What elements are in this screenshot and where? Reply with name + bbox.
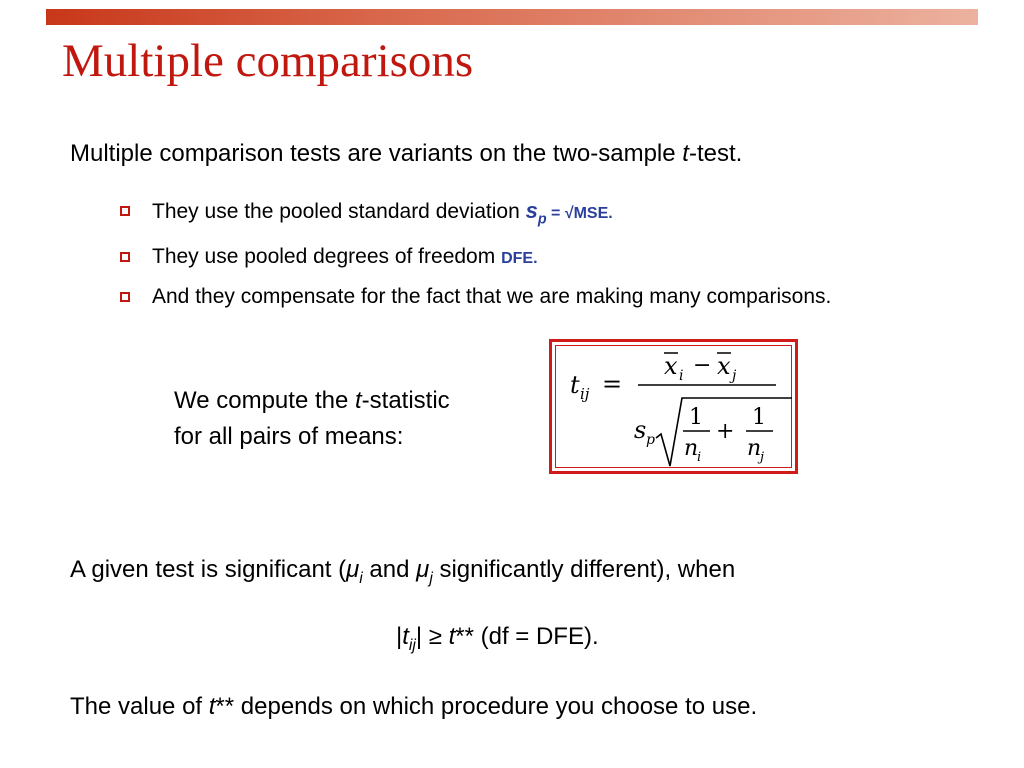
bullet-text: And they compensate for the fact that we are making many comparisons.: [152, 285, 832, 309]
formula-one-j: 1: [752, 405, 766, 430]
given-text-end: significantly different), when: [432, 556, 736, 583]
closing-text-end: ** depends on which procedure you choose to use.: [215, 693, 758, 720]
significance-condition: [396, 623, 599, 655]
lead-sentence: [70, 140, 742, 168]
formula-sub-p: p: [646, 432, 655, 448]
mse-term: MSE.: [573, 205, 613, 222]
formula-plus: +: [716, 419, 735, 444]
sp-s: s: [525, 198, 538, 223]
dfe-term: DFE.: [501, 250, 538, 268]
compute-statement: [174, 383, 450, 455]
mu-j-symbol: μ: [416, 556, 430, 583]
square-bullet-icon: [120, 206, 130, 216]
given-text: A given test is significant (: [70, 556, 347, 583]
square-bullet-icon: [120, 252, 130, 262]
formula-equals: =: [602, 370, 623, 398]
bullet-item-pooled-df: [118, 241, 838, 275]
t-statistic-formula: [549, 339, 798, 474]
compute-text: We compute the: [174, 387, 355, 414]
square-bullet-icon: [120, 292, 130, 302]
cond-t-symbol: t: [402, 623, 409, 650]
sp-symbol: [525, 198, 547, 228]
closing-t-symbol: t: [208, 693, 216, 720]
abs-close-geq: | ≥: [415, 623, 449, 650]
closing-text: The value of: [70, 693, 209, 720]
mu-sub-i: i: [359, 569, 363, 587]
lead-text-end: -test.: [688, 140, 743, 167]
formula-n-j: n: [747, 436, 762, 461]
compute-line-1: [174, 383, 450, 419]
formula-minus: −: [693, 353, 712, 378]
closing-statement: [70, 693, 757, 721]
significance-statement: [70, 556, 735, 588]
formula-xbar-i: x: [664, 352, 678, 380]
bullet-list: [118, 195, 838, 319]
formula-n-sub-j: j: [760, 450, 765, 465]
formula-sub-i: i: [679, 368, 684, 384]
bullet-item-compensate: [118, 281, 838, 313]
formula-sub-j: j: [732, 368, 737, 384]
formula-one-i: 1: [689, 405, 703, 430]
formula-n-i: n: [684, 436, 699, 461]
mu-sub-j: j: [429, 569, 433, 587]
abs-open: |: [396, 623, 403, 650]
formula-svg: [552, 342, 801, 477]
cond-tstar-symbol: t: [448, 623, 456, 650]
lead-text: Multiple comparison tests are variants on the two-sample: [70, 140, 683, 167]
given-and: and: [362, 556, 417, 583]
compute-line-2: for all pairs of means:: [174, 423, 404, 450]
lead-t-symbol: t: [682, 140, 689, 167]
slide-title: Multiple comparisons: [62, 35, 474, 87]
formula-t: t: [570, 371, 580, 399]
cond-sub-ij: ij: [408, 636, 416, 654]
formula-xbar-j: x: [717, 352, 731, 380]
cond-rest: ** (df = DFE).: [455, 623, 599, 650]
formula-n-sub-i: i: [697, 450, 702, 465]
formula-ij: ij: [580, 385, 590, 403]
mu-i-symbol: μ: [346, 556, 360, 583]
compute-text-end: -statistic: [361, 387, 450, 414]
formula-s: s: [634, 416, 647, 444]
title-accent-bar: [46, 9, 978, 25]
sp-subscript: p: [537, 211, 547, 228]
sqrt-sign: = √: [546, 205, 574, 222]
bullet-text: They use the pooled standard deviation: [152, 200, 526, 223]
compute-t-symbol: t: [354, 387, 362, 414]
bullet-text: They use pooled degrees of freedom: [152, 245, 502, 269]
bullet-item-pooled-sd: [118, 195, 838, 235]
